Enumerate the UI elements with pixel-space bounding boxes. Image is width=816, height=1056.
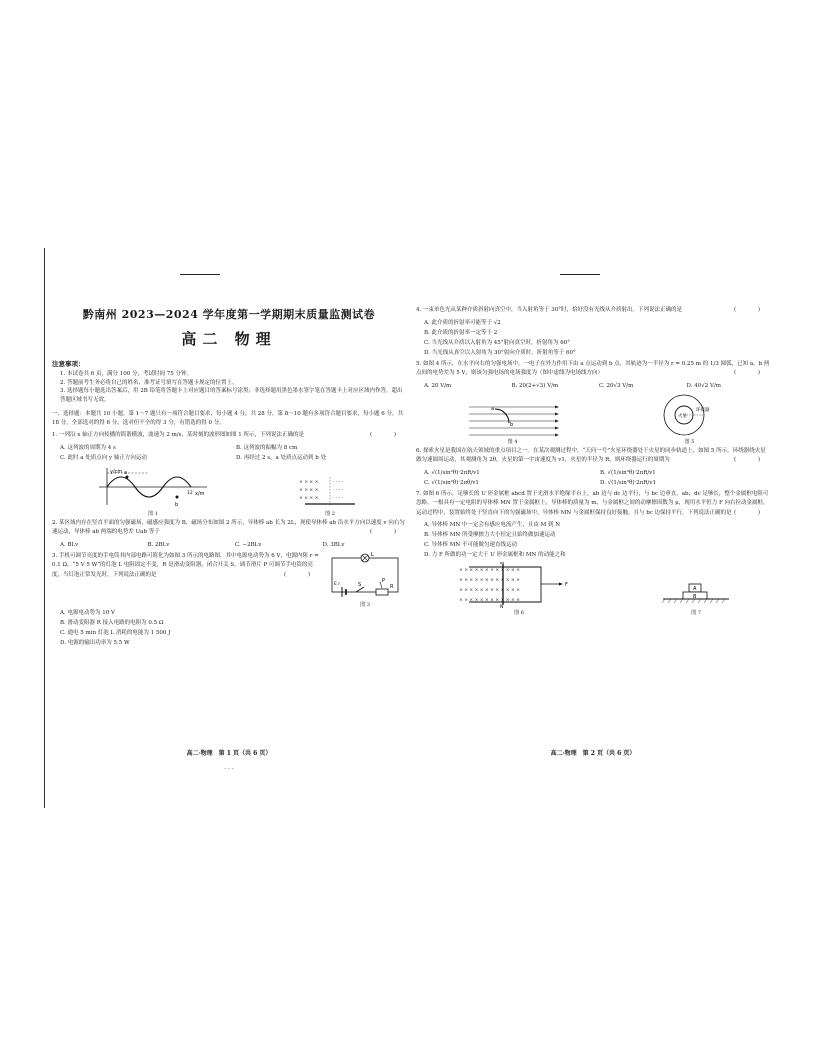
option-b: B. 20(2+√3) V/m — [511, 382, 559, 389]
question-1-stem: 1. 一列沿 x 轴正方向传播的简谐横波，波速为 2 m/s，某时刻的波形图如图 1 所示，下列说法正确的是 — [52, 432, 304, 438]
question-3-stem: 3. 手机可调节亮度的手电筒其内部电路可简化为如图 3 所示的电路图，其中电源电动势为 6 V，电源内阻 r = 0.1 Ω，“5 V 5 W”的灯泡 L 电阻固定不变，R 是滑动变阻器，闭合开关 S，调节滑片 P 可调节手电筒的亮度，当灯泡正常发光时，下列说法正确的是 — [52, 552, 319, 578]
question-4-options — [424, 318, 770, 358]
page-1 — [52, 272, 406, 772]
option-d: D. 电源的输出功率为 5.5 W — [60, 639, 130, 646]
section-1-heading: 一、选择题：本题共 10 小题，第 1～7 题只有一项符合题目要求，每小题 4 分，共 28 分，第 8～10 题有多项符合题目要求，每小题 6 分，共 18 分，全部选对的得 6 分，选对但不全的得 3 分，有错选的得 0 分。 — [52, 411, 403, 426]
footer-page-1: 高二·物理 第 1 页（共 6 页） — [186, 750, 272, 757]
svg-text:× × × × × × × × × ×: × × × × × × × × × × × × — [459, 588, 520, 593]
option-c: C. 此时 a 处质点向 y 轴正方向运动 — [60, 454, 147, 461]
figure-4 — [465, 401, 561, 445]
x-label: x/m — [195, 490, 205, 497]
label-R: R — [390, 583, 394, 590]
figure-6-caption: 图 6 — [514, 610, 524, 616]
label-a: a — [124, 469, 128, 476]
y-label: y/cm — [110, 468, 123, 475]
label-P: P — [382, 577, 386, 584]
svg-text:· · · ·: · · · · — [333, 495, 344, 501]
question-1 — [52, 431, 406, 441]
figure-3-caption: 图 3 — [360, 601, 370, 608]
electric-field-diagram — [465, 401, 561, 437]
question-2-options — [60, 540, 406, 550]
figure-6 — [455, 562, 583, 616]
wave-graph — [93, 465, 213, 509]
binding-line — [44, 248, 45, 808]
option-d: D. 再经过 2 s，a 处质点运动到 b 处 — [236, 454, 327, 461]
footer-page-2: 高二·物理 第 2 页（共 6 页） — [550, 750, 636, 757]
option-b: B. 这列波的振幅为 8 cm — [236, 444, 298, 451]
option-c: C. 20√3 V/m — [599, 382, 634, 389]
figure-5-caption: 图 5 — [684, 438, 695, 445]
rheostat-icon — [376, 589, 388, 595]
option-c: C. 当光线从介质以入射角为 45°射向真空时，折射角为 60° — [424, 339, 571, 346]
note-item: 3. 选择题每小题选出答案后，用 2B 铅笔将答题卡上对应题目的答案标号涂黑；非选择题用黑色墨水签字笔在答题卡上对应区域内作答，超出答题区域书写无效。 — [60, 388, 403, 403]
option-a: A. √(1/sin²θ)·2πR/v1 — [424, 469, 480, 476]
label-B: B — [693, 594, 697, 600]
figure-5 — [658, 393, 722, 445]
option-a: A. BLv — [60, 541, 79, 548]
notes-block — [52, 359, 406, 404]
option-a: A. 20 V/m — [424, 382, 452, 389]
label-a: a — [490, 405, 494, 412]
circuit-loop — [332, 558, 398, 592]
label-S: S — [358, 581, 362, 588]
magnetic-field-diagram — [295, 475, 365, 509]
option-c: C. 通电 5 min 灯泡 L 消耗的电能为 1 500 J — [60, 629, 171, 636]
label-N: N — [500, 605, 504, 608]
tick-label: 12 — [187, 490, 193, 496]
answer-bracket: ( ) — [369, 529, 406, 535]
orbit-diagram — [658, 393, 722, 437]
metal-frame-diagram — [455, 562, 583, 608]
label-orbiter: 环绕器 — [695, 407, 709, 413]
option-d: D. 40√2 V/m — [686, 382, 722, 389]
option-b: B. 此介质的折射率一定等于 2 — [424, 329, 498, 336]
question-6-options — [424, 468, 770, 488]
answer-bracket: ( ) — [733, 457, 770, 463]
circuit-diagram — [324, 552, 406, 600]
option-a: A. 电源电动势为 10 V — [60, 609, 115, 616]
svg-text:× × × × × × × × × ×: × × × × × × × × × × × × — [459, 598, 520, 603]
answer-bracket: ( ) — [369, 432, 406, 438]
option-b: B. √(1/sin³θ)·2πR/v1 — [600, 469, 656, 476]
question-6 — [416, 447, 770, 466]
question-7-options — [424, 520, 770, 560]
question-2 — [52, 519, 406, 538]
question-1-options — [60, 443, 406, 463]
exam-subject: 高二 物理 — [181, 330, 277, 348]
figures-4-5 — [416, 393, 770, 445]
footer-dots: · · · — [224, 766, 234, 773]
answer-bracket: ( ) — [733, 370, 770, 376]
svg-text:× × × ×: × × × × — [299, 487, 319, 493]
label-F: F — [565, 582, 568, 588]
label-A: A — [693, 586, 697, 592]
field-marks — [459, 567, 520, 603]
svg-text:· · · ·: · · · · — [333, 487, 344, 493]
figures-6-7 — [416, 562, 770, 616]
figure-2 — [295, 475, 365, 517]
svg-text:· · · ·: · · · · — [333, 479, 344, 485]
option-b: B. 导体棒 MN 所受摩擦力大小恒定且始终做加速运动 — [424, 532, 556, 538]
option-c: C. 导体棒 MN 不可能做匀速直线运动 — [424, 542, 517, 548]
figures-1-2 — [52, 465, 406, 517]
page-2 — [416, 272, 770, 772]
svg-text:× × × × × × × × × ×: × × × × × × × × × × × × — [459, 568, 520, 573]
svg-text:× × × × × × × × × ×: × × × × × × × × × × × × — [459, 578, 520, 583]
question-4-stem: 4. 一束单色光从某种介质斜射向真空中，当入射角等于 30°时，恰好没有光线从介质射出。下列说法正确的是 — [416, 307, 682, 313]
label-b: b — [175, 501, 179, 508]
option-d: D. 3BLv — [322, 541, 345, 548]
arrow-heads — [555, 405, 559, 436]
label-mars: 火星 — [677, 413, 687, 419]
option-c: C. −2BLv — [235, 541, 262, 548]
answer-bracket: ( ) — [733, 509, 770, 516]
exam-title: 黔南州 2023—2024 学年度第一学期期末质量监测试卷 — [82, 308, 376, 321]
question-3 — [52, 552, 406, 608]
figure-7-caption: 图 7 — [691, 610, 701, 616]
svg-text:× × × ×: × × × × — [299, 495, 319, 501]
label-b: b — [509, 421, 513, 428]
figure-2-caption: 图 2 — [325, 510, 335, 517]
figure-7 — [661, 578, 731, 616]
figure-1-caption: 图 1 — [148, 510, 158, 517]
figure-3 — [324, 552, 406, 608]
option-a: A. 这列波的周期为 4 s — [60, 444, 116, 451]
note-item: 1. 本试卷共 6 页，满分 100 分，考试时间 75 分钟。 — [60, 371, 192, 377]
label-M: M — [500, 562, 504, 567]
question-2-stem: 2. 某区域内存在竖直平面的匀强磁场，磁感应强度为 B，磁场分布如图 2 所示，导体棒 ab 长为 2L，现使导体棒 ab 沿水平方向以速度 v 向右匀速运动，导体棒 ab 两端的电势差 Uab 等于 — [52, 519, 405, 535]
option-c: C. √(1/sin²θ)·2πθ/v1 — [424, 479, 479, 486]
option-b: B. 滑动变阻器 R 接入电路的电阻为 0.5 Ω — [60, 619, 164, 626]
force-arrowhead — [559, 583, 563, 586]
figure-4-caption: 图 4 — [507, 438, 518, 445]
blocks-diagram — [661, 578, 731, 608]
question-5 — [416, 360, 770, 379]
point-b — [176, 495, 179, 498]
answer-bracket: ( ) — [733, 307, 770, 313]
question-5-stem: 5. 如图 4 所示，在水平向右的匀强电场中，一电子在外力作用下由 a 点运动到 b 点，其轨迹为一半径为 r = 0.25 m 的 1/3 圆弧，已知 a、b 两点间的电势差为 5 V，则该匀强电场的电场强度为（图中虚线为电场线方向） — [416, 360, 770, 376]
option-a: A. 导体棒 MN 中一定会有感应电流产生，且由 M 到 N — [424, 522, 561, 528]
question-5-options — [424, 381, 770, 391]
notes-heading: 注意事项： — [52, 360, 85, 368]
field-marks — [299, 479, 343, 501]
question-4 — [416, 306, 770, 316]
question-6-stem: 6. 探索火星是我国在航天领域的重点项目之一。在某次观测过程中，“天问一号”火星环绕器处于火星的同步轨道上，如图 5 所示，环绕器绕火星做匀速圆周运动，其观测角为 2θ，火星的第一宇宙速度为 v1，火星的半径为 R，则环绕器运行的周期为 — [416, 447, 766, 463]
question-3-options — [60, 608, 406, 648]
label-L: L — [371, 551, 374, 558]
figure-1 — [93, 465, 213, 517]
option-d: D. 力 F 所做的功一定大于 U 形金属框和 MN 的动能之和 — [424, 552, 566, 558]
label-source: E r — [334, 581, 341, 587]
question-7 — [416, 490, 770, 519]
option-a: A. 此介质的折射率可能等于 √2 — [424, 319, 501, 326]
option-d: D. 当光线从真空以入射角为 30°射向介质时，折射角等于 60° — [424, 349, 576, 356]
note-item: 2. 答题前考生务必将自己的姓名、准考证号填写在答题卡规定的位置上。 — [60, 379, 238, 386]
question-7-stem: 7. 如图 6 所示，足够长的 U 形金属框 abcd 置于光滑水平绝缘平台上，ab 边与 dc 边平行，与 bc 边垂直，ab、dc 足够长，整个金属框电阻可忽略。一根具有一定电阻的导体棒 MN 置于金属框上，导体棒的质量为 m，与金属框之间的动摩擦因数为 μ，现用水平恒力 F 向右拉动金属框，运动过程中，装置始终处于竖直向下的匀强磁场中，导体棒 MN 与金属框保持良好接触，且与 bc 边保持平行，下列说法正确的是 — [416, 490, 769, 516]
svg-text:× × × ×: × × × × — [299, 479, 319, 485]
option-b: B. 2BLv — [147, 541, 170, 548]
field-lines — [469, 407, 555, 435]
answer-bracket: ( ) — [283, 571, 320, 578]
option-d: D. √(1/sin³θ)·2πR/v1 — [600, 479, 656, 486]
